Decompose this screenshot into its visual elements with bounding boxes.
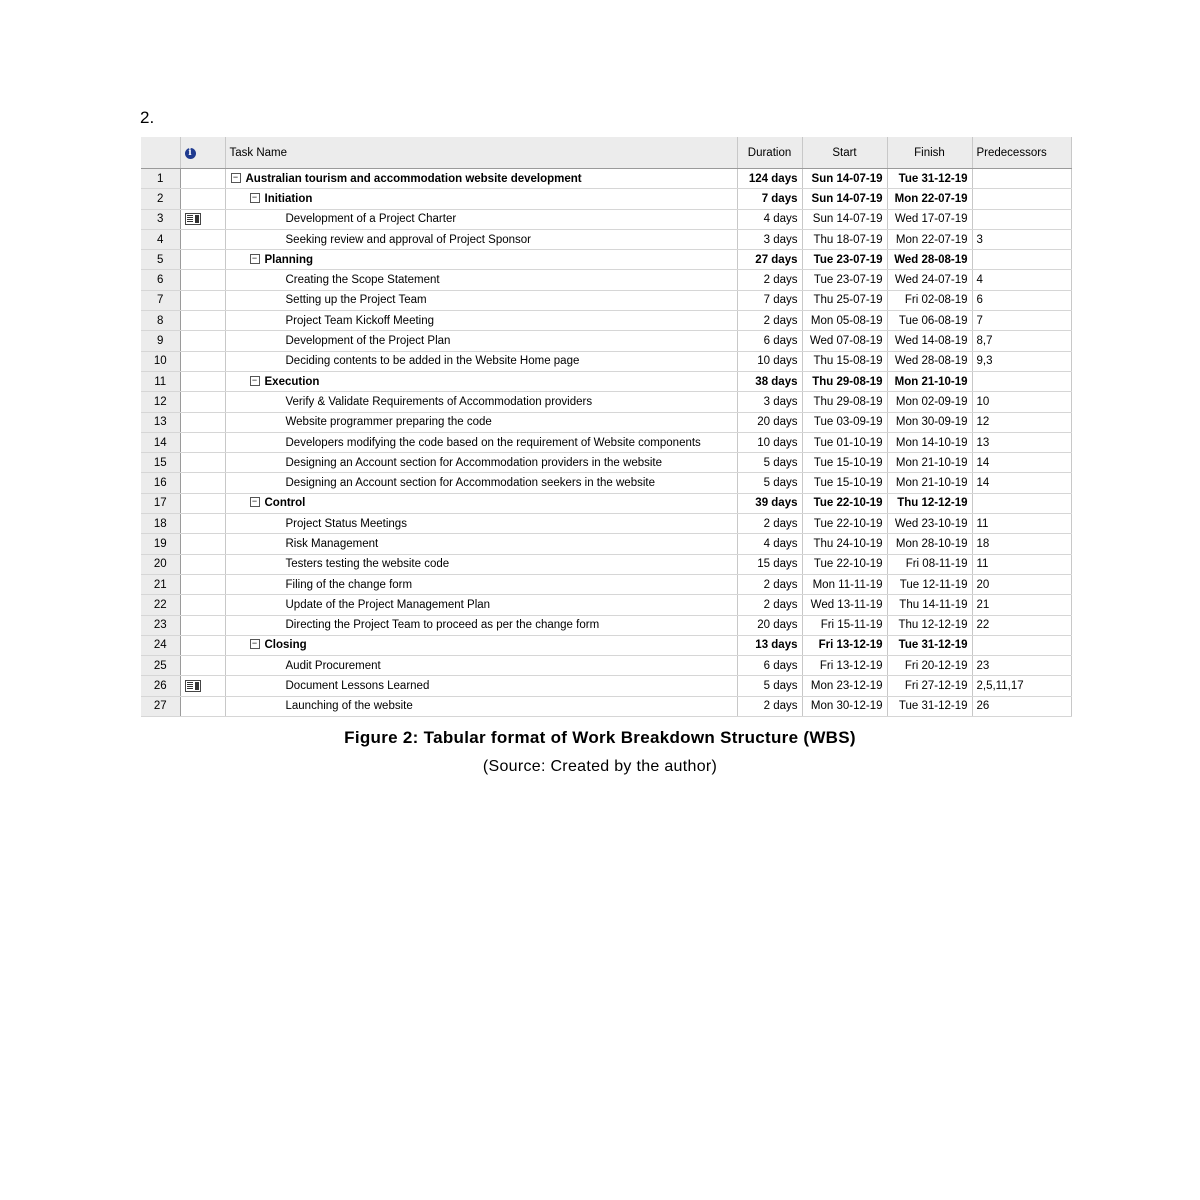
task-name-label: Risk Management [285,537,379,550]
id-column-header[interactable] [141,137,180,169]
predecessors-cell[interactable]: 2,5,11,17 [972,676,1071,696]
task-name-label: Seeking review and approval of Project Sponsor [285,233,531,246]
row-id[interactable]: 20 [141,554,180,574]
collapse-toggle-icon[interactable]: − [250,497,260,507]
row-id[interactable]: 10 [141,351,180,371]
indicator-cell [180,311,225,331]
task-name-label: Directing the Project Team to proceed as per the change form [285,619,600,632]
task-name-label: Testers testing the website code [285,558,450,571]
row-id[interactable]: 27 [141,696,180,716]
row-id[interactable]: 17 [141,493,180,513]
finish-date-cell[interactable]: Mon 21-10-19 [887,473,972,493]
duration-cell[interactable]: 20 days [737,412,802,432]
start-date-cell[interactable]: Sun 14-07-19 [802,189,887,209]
table-row[interactable] [141,514,1071,534]
row-id[interactable]: 24 [141,635,180,655]
predecessors-cell[interactable]: 7 [972,311,1071,331]
start-date-cell[interactable]: Mon 11-11-19 [802,574,887,594]
table-row[interactable] [141,676,1071,696]
start-date-cell[interactable]: Wed 13-11-19 [802,595,887,615]
task-name-column-header[interactable]: Task Name [225,137,737,169]
indicator-cell [180,189,225,209]
task-name-label: Project Status Meetings [285,517,407,530]
finish-date-cell[interactable]: Fri 20-12-19 [887,656,972,676]
collapse-toggle-icon[interactable]: − [250,193,260,203]
predecessors-cell[interactable] [972,635,1071,655]
task-name-cell[interactable] [225,209,737,229]
wbs-table [141,137,1072,717]
task-name-label: Developers modifying the code based on the requirement of Website components [285,436,701,449]
finish-date-cell[interactable]: Mon 28-10-19 [887,534,972,554]
start-date-cell[interactable]: Tue 23-07-19 [802,250,887,270]
table-row[interactable] [141,351,1071,371]
task-name-cell[interactable] [225,534,737,554]
start-date-cell[interactable]: Thu 15-08-19 [802,351,887,371]
task-name-label: Development of the Project Plan [285,335,451,348]
duration-cell[interactable]: 2 days [737,696,802,716]
indicator-cell [180,696,225,716]
task-name-cell[interactable] [225,392,737,412]
table-row[interactable] [141,371,1071,391]
task-name-label: Designing an Account section for Accommodation providers in the website [285,456,663,469]
row-id[interactable]: 23 [141,615,180,635]
table-row[interactable] [141,595,1071,615]
section-number: 2. [140,108,155,127]
row-id[interactable]: 1 [141,169,180,189]
info-icon: i [185,148,196,159]
task-name-label: Control [264,497,306,510]
figure-source: (Source: Created by the author) [482,758,718,775]
row-id[interactable]: 12 [141,392,180,412]
predecessors-cell[interactable]: 13 [972,432,1071,452]
finish-date-cell[interactable]: Thu 12-12-19 [887,493,972,513]
duration-cell[interactable]: 39 days [737,493,802,513]
row-id[interactable]: 16 [141,473,180,493]
finish-date-cell[interactable]: Mon 22-07-19 [887,229,972,249]
row-id[interactable]: 11 [141,371,180,391]
indicator-cell [180,270,225,290]
start-date-cell[interactable]: Tue 22-10-19 [802,514,887,534]
finish-date-cell[interactable]: Wed 17-07-19 [887,209,972,229]
row-id[interactable]: 14 [141,432,180,452]
task-name-cell[interactable] [225,250,737,270]
task-name-label: Deciding contents to be added in the Website Home page [285,355,580,368]
start-date-cell[interactable]: Fri 13-12-19 [802,635,887,655]
task-name-label: Closing [264,639,307,652]
task-name-cell[interactable] [225,574,737,594]
start-date-cell[interactable]: Tue 22-10-19 [802,493,887,513]
task-name-label: Creating the Scope Statement [285,274,440,287]
predecessors-cell[interactable]: 6 [972,290,1071,310]
duration-cell[interactable]: 4 days [737,534,802,554]
predecessors-cell[interactable]: 26 [972,696,1071,716]
task-name-cell[interactable] [225,351,737,371]
task-name-label: Website programmer preparing the code [285,416,492,429]
task-name-cell[interactable] [225,432,737,452]
task-name-cell[interactable] [225,229,737,249]
start-date-cell[interactable]: Thu 18-07-19 [802,229,887,249]
predecessors-cell[interactable]: 11 [972,514,1071,534]
row-id[interactable]: 8 [141,311,180,331]
task-name-cell[interactable] [225,453,737,473]
indicator-cell [180,514,225,534]
task-name-cell[interactable] [225,676,737,696]
start-date-cell[interactable]: Thu 25-07-19 [802,290,887,310]
notes-indicator-icon[interactable] [185,213,201,225]
task-name-cell[interactable] [225,331,737,351]
table-row[interactable] [141,615,1071,635]
task-name-cell[interactable] [225,696,737,716]
indicator-cell [180,290,225,310]
task-name-label: Initiation [264,192,313,205]
duration-cell[interactable]: 15 days [737,554,802,574]
indicator-cell [180,432,225,452]
notes-indicator-icon[interactable] [185,680,201,692]
row-id[interactable]: 2 [141,189,180,209]
task-name-cell[interactable] [225,595,737,615]
task-name-cell[interactable] [225,169,737,189]
row-id[interactable]: 18 [141,514,180,534]
predecessors-cell[interactable] [972,209,1071,229]
table-row[interactable] [141,169,1071,189]
indicators-column-header[interactable] [180,137,225,169]
duration-cell[interactable]: 5 days [737,676,802,696]
finish-date-cell[interactable]: Wed 14-08-19 [887,331,972,351]
task-name-label: Designing an Account section for Accommodation seekers in the website [285,477,655,490]
start-date-cell[interactable]: Mon 05-08-19 [802,311,887,331]
row-id[interactable]: 6 [141,270,180,290]
finish-date-cell[interactable]: Mon 22-07-19 [887,189,972,209]
row-id[interactable]: 3 [141,209,180,229]
duration-cell[interactable]: 20 days [737,615,802,635]
finish-date-cell[interactable]: Wed 23-10-19 [887,514,972,534]
indicator-cell [180,209,225,229]
predecessors-cell[interactable] [972,169,1071,189]
predecessors-cell[interactable]: 3 [972,229,1071,249]
indicator-cell [180,351,225,371]
start-date-cell[interactable]: Tue 15-10-19 [802,453,887,473]
start-date-cell[interactable]: Thu 24-10-19 [802,534,887,554]
indicator-cell [180,229,225,249]
duration-cell[interactable]: 7 days [737,290,802,310]
predecessors-column-header[interactable]: Predecessors [972,137,1071,169]
collapse-toggle-icon[interactable]: − [250,254,260,264]
predecessors-cell[interactable]: 22 [972,615,1071,635]
task-name-label: Australian tourism and accommodation website development [245,172,582,185]
start-date-cell[interactable]: Thu 29-08-19 [802,392,887,412]
table-row[interactable] [141,189,1071,209]
start-date-cell[interactable]: Tue 03-09-19 [802,412,887,432]
indicator-cell [180,656,225,676]
table-row[interactable] [141,209,1071,229]
task-name-cell[interactable] [225,189,737,209]
task-name-cell[interactable] [225,270,737,290]
task-name-label: Filing of the change form [285,578,413,591]
duration-cell[interactable]: 6 days [737,331,802,351]
duration-cell[interactable]: 124 days [737,169,802,189]
predecessors-cell[interactable] [972,189,1071,209]
start-date-cell[interactable]: Fri 15-11-19 [802,615,887,635]
table-row[interactable] [141,250,1071,270]
table-row[interactable] [141,392,1071,412]
indicator-cell [180,635,225,655]
table-row[interactable] [141,311,1071,331]
table-row[interactable] [141,432,1071,452]
predecessors-cell[interactable]: 20 [972,574,1071,594]
finish-date-cell[interactable]: Mon 14-10-19 [887,432,972,452]
finish-date-cell[interactable]: Fri 27-12-19 [887,676,972,696]
duration-cell[interactable]: 6 days [737,656,802,676]
predecessors-cell[interactable]: 18 [972,534,1071,554]
table-row[interactable] [141,229,1071,249]
predecessors-cell[interactable]: 14 [972,453,1071,473]
duration-cell[interactable]: 10 days [737,432,802,452]
duration-column-header[interactable]: Duration [737,137,802,169]
indicator-cell [180,554,225,574]
finish-date-cell[interactable]: Thu 14-11-19 [887,595,972,615]
task-name-cell[interactable] [225,412,737,432]
predecessors-cell[interactable]: 9,3 [972,351,1071,371]
task-name-label: Project Team Kickoff Meeting [285,314,435,327]
predecessors-cell[interactable] [972,371,1071,391]
table-row[interactable] [141,270,1071,290]
predecessors-cell[interactable]: 10 [972,392,1071,412]
finish-date-cell[interactable]: Tue 31-12-19 [887,696,972,716]
duration-cell[interactable]: 2 days [737,595,802,615]
table-row[interactable] [141,534,1071,554]
indicator-cell [180,331,225,351]
finish-date-cell[interactable]: Mon 21-10-19 [887,371,972,391]
task-name-label: Execution [264,375,320,388]
task-name-cell[interactable] [225,514,737,534]
predecessors-cell[interactable]: 12 [972,412,1071,432]
finish-date-cell[interactable]: Tue 06-08-19 [887,311,972,331]
start-date-cell[interactable]: Thu 29-08-19 [802,371,887,391]
predecessors-cell[interactable] [972,493,1071,513]
row-id[interactable]: 26 [141,676,180,696]
finish-date-cell[interactable]: Fri 08-11-19 [887,554,972,574]
finish-date-cell[interactable]: Tue 31-12-19 [887,635,972,655]
row-id[interactable]: 22 [141,595,180,615]
finish-date-cell[interactable]: Tue 12-11-19 [887,574,972,594]
duration-cell[interactable]: 2 days [737,574,802,594]
indicator-cell [180,392,225,412]
indicator-cell [180,473,225,493]
collapse-toggle-icon[interactable]: − [231,173,241,183]
predecessors-cell[interactable]: 14 [972,473,1071,493]
finish-date-cell[interactable]: Wed 28-08-19 [887,351,972,371]
finish-date-cell[interactable]: Wed 28-08-19 [887,250,972,270]
duration-cell[interactable]: 10 days [737,351,802,371]
start-date-cell[interactable]: Tue 15-10-19 [802,473,887,493]
table-row[interactable] [141,635,1071,655]
predecessors-cell[interactable] [972,250,1071,270]
task-name-cell[interactable] [225,554,737,574]
start-date-cell[interactable]: Tue 22-10-19 [802,554,887,574]
start-date-cell[interactable]: Tue 23-07-19 [802,270,887,290]
indicator-cell [180,615,225,635]
task-name-label: Launching of the website [285,700,413,713]
row-id[interactable]: 13 [141,412,180,432]
table-row[interactable] [141,493,1071,513]
finish-date-cell[interactable]: Mon 21-10-19 [887,453,972,473]
predecessors-cell[interactable]: 4 [972,270,1071,290]
indicator-cell [180,676,225,696]
start-date-cell[interactable]: Sun 14-07-19 [802,169,887,189]
indicator-cell [180,453,225,473]
task-name-cell[interactable] [225,290,737,310]
start-date-cell[interactable]: Mon 30-12-19 [802,696,887,716]
finish-column-header[interactable]: Finish [887,137,972,169]
duration-cell[interactable]: 2 days [737,270,802,290]
table-row[interactable] [141,453,1071,473]
predecessors-cell[interactable]: 8,7 [972,331,1071,351]
duration-cell[interactable]: 3 days [737,392,802,412]
finish-date-cell[interactable]: Tue 31-12-19 [887,169,972,189]
indicator-cell [180,574,225,594]
task-name-label: Verify & Validate Requirements of Accommodation providers [285,395,593,408]
table-row[interactable] [141,290,1071,310]
task-name-label: Audit Procurement [285,659,381,672]
duration-cell[interactable]: 2 days [737,311,802,331]
duration-cell[interactable]: 3 days [737,229,802,249]
task-name-cell[interactable] [225,493,737,513]
task-name-cell[interactable] [225,656,737,676]
start-date-cell[interactable]: Sun 14-07-19 [802,209,887,229]
indicator-cell [180,412,225,432]
task-name-label: Setting up the Project Team [285,294,427,307]
table-row[interactable] [141,331,1071,351]
row-id[interactable]: 5 [141,250,180,270]
start-date-cell[interactable]: Tue 01-10-19 [802,432,887,452]
indicator-cell [180,534,225,554]
row-id[interactable]: 4 [141,229,180,249]
duration-cell[interactable]: 5 days [737,473,802,493]
finish-date-cell[interactable]: Mon 02-09-19 [887,392,972,412]
row-id[interactable]: 21 [141,574,180,594]
duration-cell[interactable]: 38 days [737,371,802,391]
finish-date-cell[interactable]: Fri 02-08-19 [887,290,972,310]
duration-cell[interactable]: 2 days [737,514,802,534]
task-name-label: Development of a Project Charter [285,213,457,226]
row-id[interactable]: 19 [141,534,180,554]
table-row[interactable] [141,696,1071,716]
collapse-toggle-icon[interactable]: − [250,639,260,649]
indicator-cell [180,169,225,189]
task-name-cell[interactable] [225,371,737,391]
table-header-row [141,137,1071,169]
finish-date-cell[interactable]: Thu 12-12-19 [887,615,972,635]
task-name-label: Planning [264,253,314,266]
indicator-cell [180,493,225,513]
finish-date-cell[interactable]: Mon 30-09-19 [887,412,972,432]
table-row[interactable] [141,554,1071,574]
collapse-toggle-icon[interactable]: − [250,376,260,386]
indicator-cell [180,371,225,391]
start-date-cell[interactable]: Wed 07-08-19 [802,331,887,351]
start-date-cell[interactable]: Fri 13-12-19 [802,656,887,676]
finish-date-cell[interactable]: Wed 24-07-19 [887,270,972,290]
task-name-cell[interactable] [225,635,737,655]
row-id[interactable]: 15 [141,453,180,473]
table-row[interactable] [141,473,1071,493]
row-id[interactable]: 7 [141,290,180,310]
task-name-cell[interactable] [225,615,737,635]
task-name-label: Update of the Project Management Plan [285,598,491,611]
duration-cell[interactable]: 4 days [737,209,802,229]
task-name-cell[interactable] [225,473,737,493]
duration-cell[interactable]: 27 days [737,250,802,270]
start-date-cell[interactable]: Mon 23-12-19 [802,676,887,696]
table-row[interactable] [141,574,1071,594]
indicator-cell [180,250,225,270]
indicator-cell [180,595,225,615]
start-column-header[interactable]: Start [802,137,887,169]
figure-caption: Figure 2: Tabular format of Work Breakdown Structure (WBS) [344,728,856,747]
predecessors-cell[interactable]: 11 [972,554,1071,574]
predecessors-cell[interactable]: 21 [972,595,1071,615]
table-row[interactable] [141,412,1071,432]
row-id[interactable]: 25 [141,656,180,676]
duration-cell[interactable]: 7 days [737,189,802,209]
row-id[interactable]: 9 [141,331,180,351]
duration-cell[interactable]: 13 days [737,635,802,655]
duration-cell[interactable]: 5 days [737,453,802,473]
task-name-cell[interactable] [225,311,737,331]
predecessors-cell[interactable]: 23 [972,656,1071,676]
table-row[interactable] [141,656,1071,676]
task-name-label: Document Lessons Learned [285,680,430,693]
